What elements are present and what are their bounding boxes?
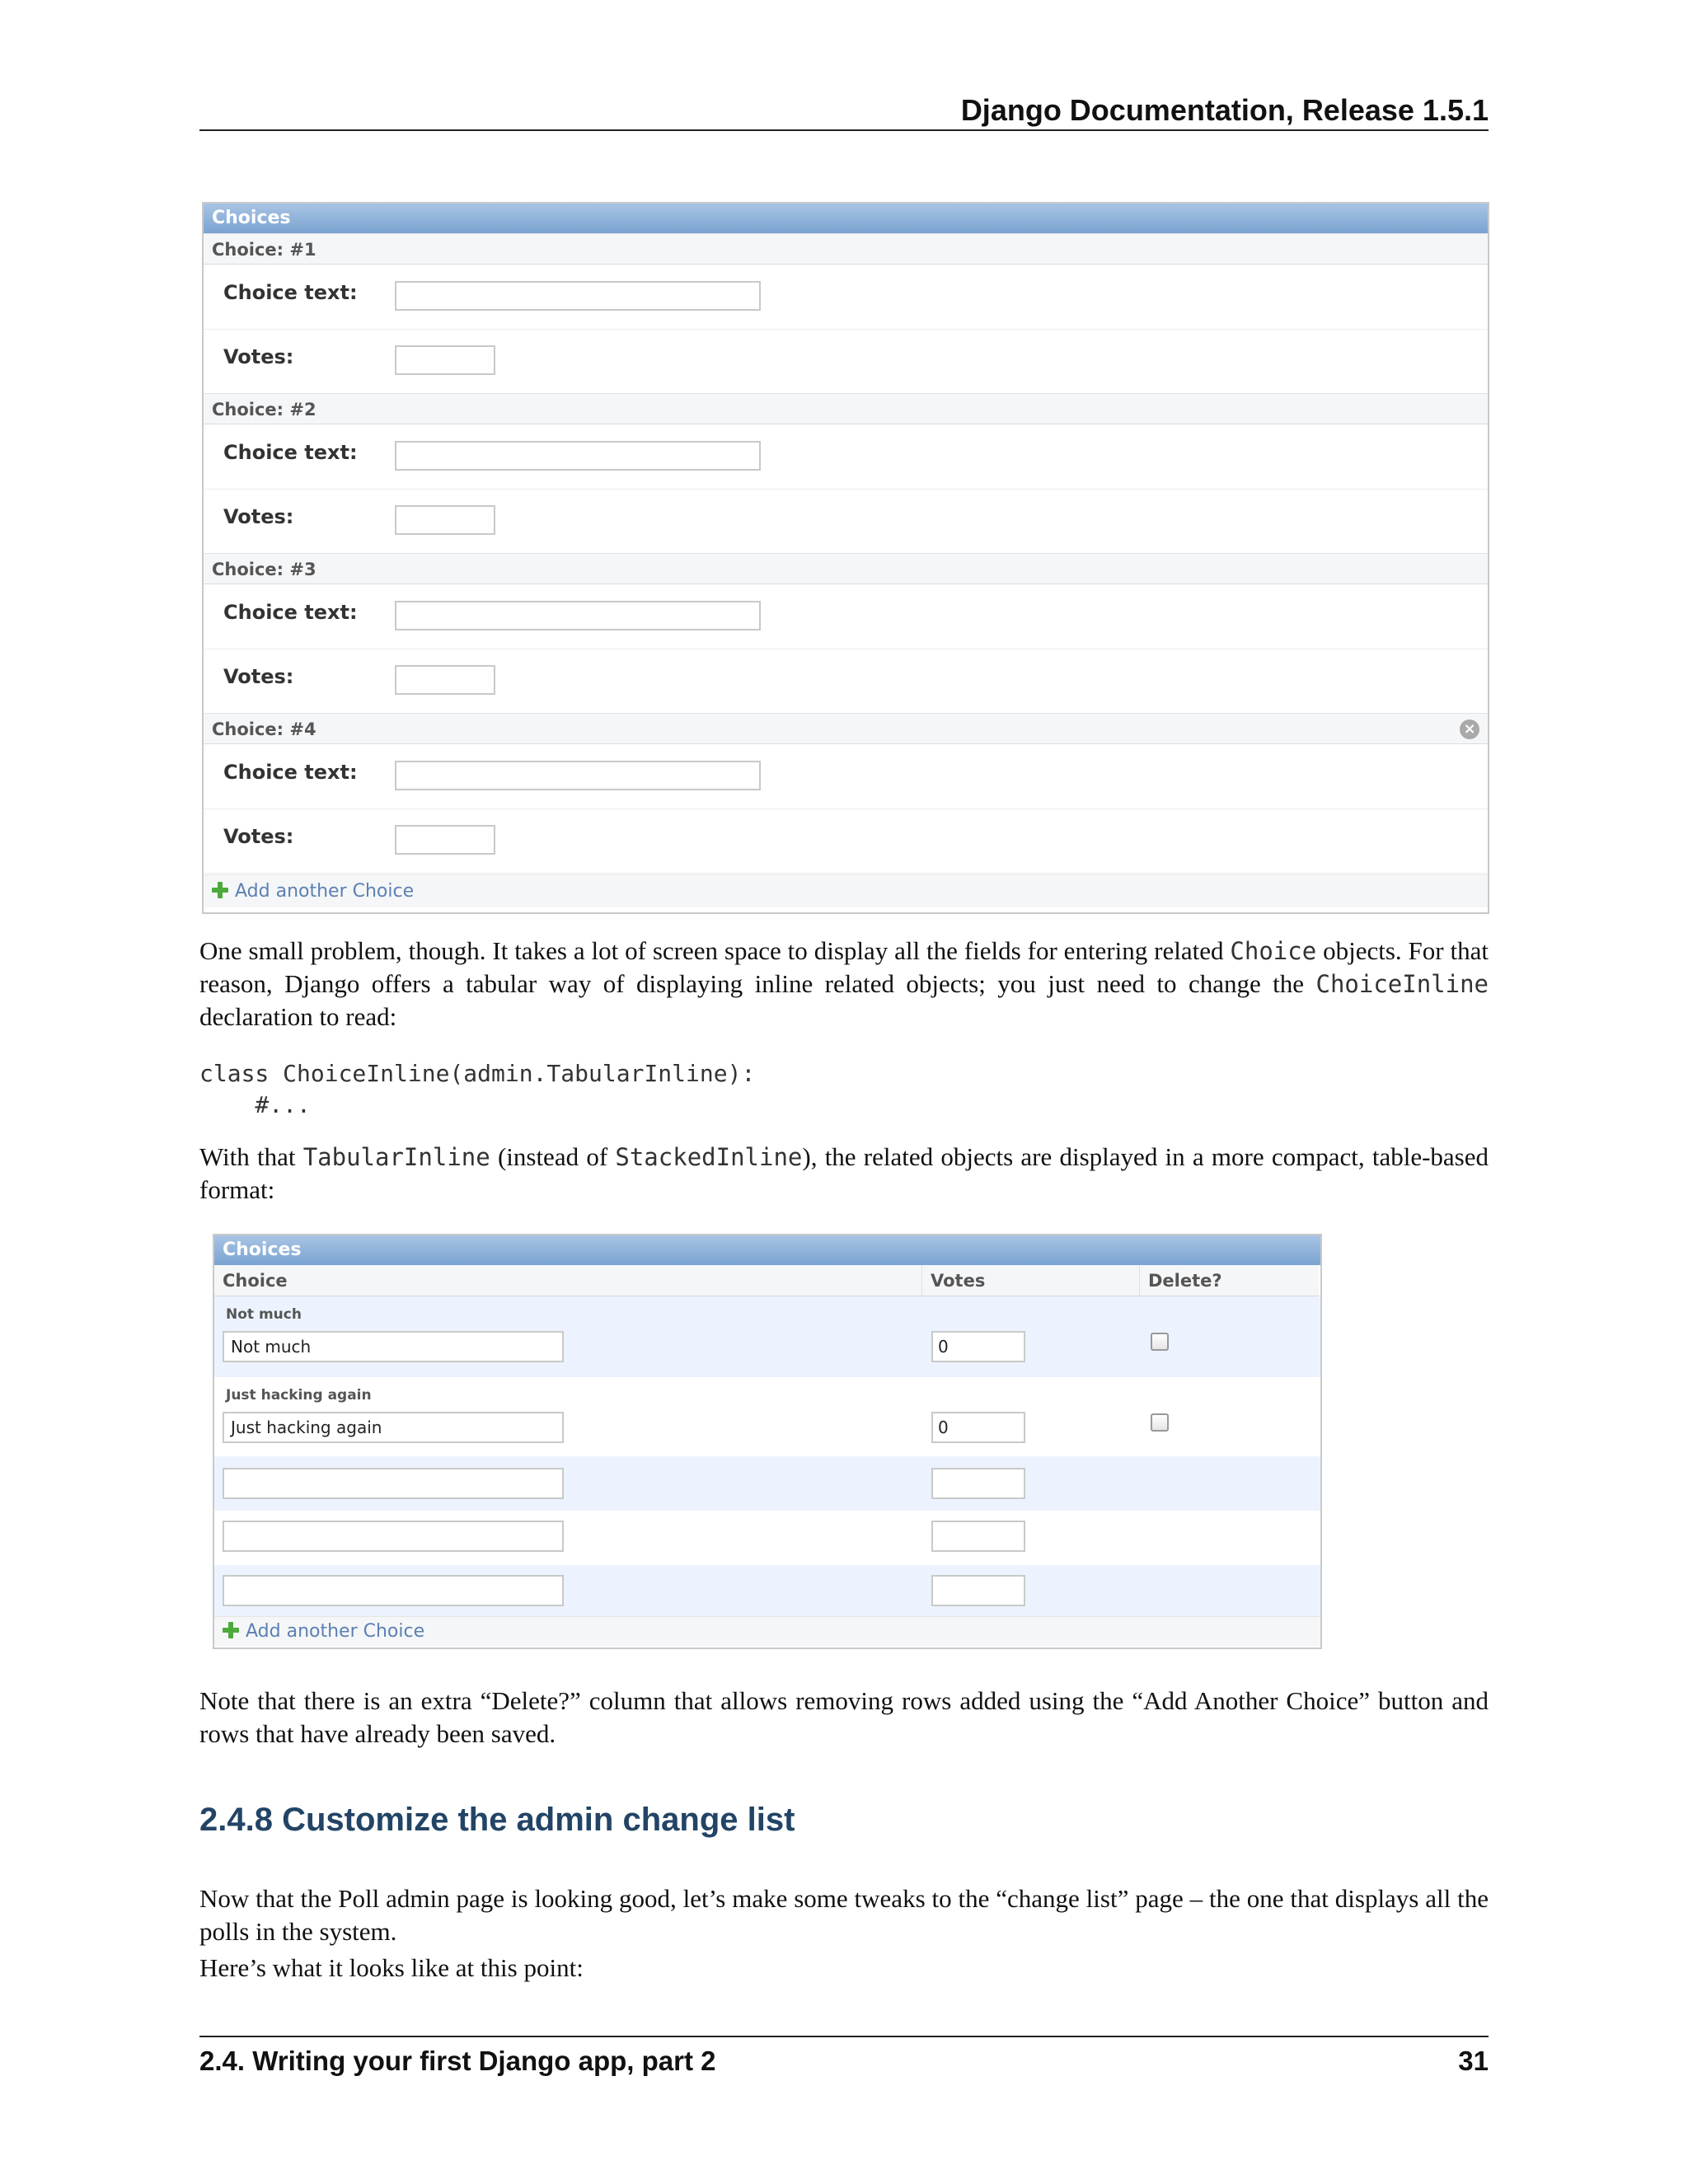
table-row	[214, 1565, 1320, 1619]
add-choice-label: Add another Choice	[235, 881, 415, 902]
choice-text-label: Choice text:	[223, 761, 358, 784]
add-choice-label: Add another Choice	[246, 1621, 425, 1642]
votes-input[interactable]: 0	[931, 1412, 1025, 1443]
delete-checkbox[interactable]	[1151, 1333, 1169, 1351]
votes-label: Votes:	[223, 825, 294, 848]
votes-row	[204, 489, 1488, 554]
votes-label: Votes:	[223, 665, 294, 688]
text: One small problem, though. It takes a lot of screen space to display all the fields for entering related	[199, 936, 1231, 965]
choice-text-row	[204, 584, 1488, 649]
paragraph-delete-note: Note that there is an extra “Delete?” column that allows removing rows added using the “Add Another Choice” button and rows that have already been saved.	[199, 1686, 1489, 1748]
row-original-label: Not much	[226, 1306, 302, 1323]
inline-group-title: Choices	[204, 204, 1488, 233]
close-circle-icon[interactable]: ×	[1460, 719, 1479, 739]
choice-heading	[204, 713, 1488, 744]
plus-icon	[212, 882, 228, 898]
text: declaration to read:	[199, 1002, 397, 1031]
plus-icon	[223, 1622, 239, 1638]
code-block	[199, 1058, 755, 1121]
choice-heading: Choice: #3	[204, 553, 1488, 584]
column-header-votes: Votes	[921, 1265, 1139, 1296]
inline-code: TabularInline	[302, 1143, 490, 1171]
page-number: 31	[1458, 2046, 1489, 2076]
paragraph-change-list: Now that the Poll admin page is looking good, let’s make some tweaks to the “change list” page – the one that displays all the polls in the system.	[199, 1884, 1489, 1946]
choice-input[interactable]	[223, 1468, 564, 1499]
delete-checkbox[interactable]	[1151, 1413, 1169, 1432]
choice-heading-text: Choice: #4	[212, 719, 316, 739]
votes-row	[204, 808, 1488, 874]
code-line: class ChoiceInline(admin.TabularInline):	[199, 1060, 756, 1087]
paragraph-tabular-intro	[199, 935, 1489, 1033]
choice-text-label: Choice text:	[223, 601, 358, 624]
inline-code: StackedInline	[615, 1143, 803, 1171]
votes-input[interactable]	[931, 1575, 1025, 1606]
inline-code: ChoiceInline	[1315, 970, 1489, 998]
choice-heading: Choice: #1	[204, 233, 1488, 265]
stacked-inline-screenshot	[202, 202, 1489, 914]
add-another-choice-link[interactable]	[204, 874, 1488, 907]
choice-text-label: Choice text:	[223, 441, 358, 464]
text: (instead of	[490, 1142, 616, 1171]
footer-rule	[199, 2036, 1489, 2037]
choice-text-input[interactable]	[395, 761, 761, 790]
column-header-choice: Choice	[214, 1265, 921, 1296]
choice-input[interactable]	[223, 1575, 564, 1606]
table-row	[214, 1296, 1320, 1377]
choice-text-row	[204, 265, 1488, 330]
choice-heading: Choice: #2	[204, 393, 1488, 424]
votes-row	[204, 649, 1488, 714]
votes-label: Votes:	[223, 345, 294, 368]
choice-text-input[interactable]	[395, 281, 761, 311]
footer-chapter: 2.4. Writing your first Django app, part 2	[199, 2046, 716, 2076]
inline-group-title: Choices	[214, 1235, 1320, 1265]
votes-input[interactable]	[395, 505, 495, 535]
choice-text-input[interactable]	[395, 441, 761, 471]
text: With that	[199, 1142, 303, 1171]
column-header-delete: Delete?	[1139, 1265, 1319, 1296]
votes-input[interactable]	[931, 1468, 1025, 1499]
votes-input[interactable]: 0	[931, 1331, 1025, 1362]
choice-text-row	[204, 424, 1488, 490]
running-header: Django Documentation, Release 1.5.1	[960, 93, 1489, 127]
row-original-label: Just hacking again	[226, 1387, 372, 1404]
choice-text-row	[204, 744, 1488, 809]
paragraph-tabular-format	[199, 1141, 1489, 1207]
table-row	[214, 1377, 1320, 1456]
votes-input[interactable]	[395, 825, 495, 855]
header-rule	[199, 129, 1489, 131]
choice-input[interactable]: Not much	[223, 1331, 564, 1362]
table-row	[214, 1456, 1320, 1511]
inline-code: Choice	[1230, 937, 1317, 965]
votes-input[interactable]	[395, 345, 495, 375]
text: objects. For that reason, Django offers a tabular way of displaying inline related objects; you just need to change the	[199, 936, 1489, 998]
add-another-choice-link[interactable]	[214, 1616, 1320, 1646]
paragraph-current-look: Here’s what it looks like at this point:	[199, 1953, 584, 1982]
votes-input[interactable]	[931, 1521, 1025, 1552]
choice-input[interactable]	[223, 1521, 564, 1552]
votes-row	[204, 329, 1488, 394]
choice-text-input[interactable]	[395, 601, 761, 630]
choice-text-label: Choice text:	[223, 281, 358, 304]
section-heading: 2.4.8 Customize the admin change list	[199, 1802, 795, 1838]
choice-input[interactable]: Just hacking again	[223, 1412, 564, 1443]
table-row	[214, 1511, 1320, 1565]
text: ), the related objects are displayed in a more compact, table-based format:	[199, 1142, 1489, 1204]
code-line: #...	[199, 1091, 311, 1118]
votes-input[interactable]	[395, 665, 495, 695]
votes-label: Votes:	[223, 505, 294, 528]
tabular-inline-screenshot	[213, 1234, 1322, 1649]
